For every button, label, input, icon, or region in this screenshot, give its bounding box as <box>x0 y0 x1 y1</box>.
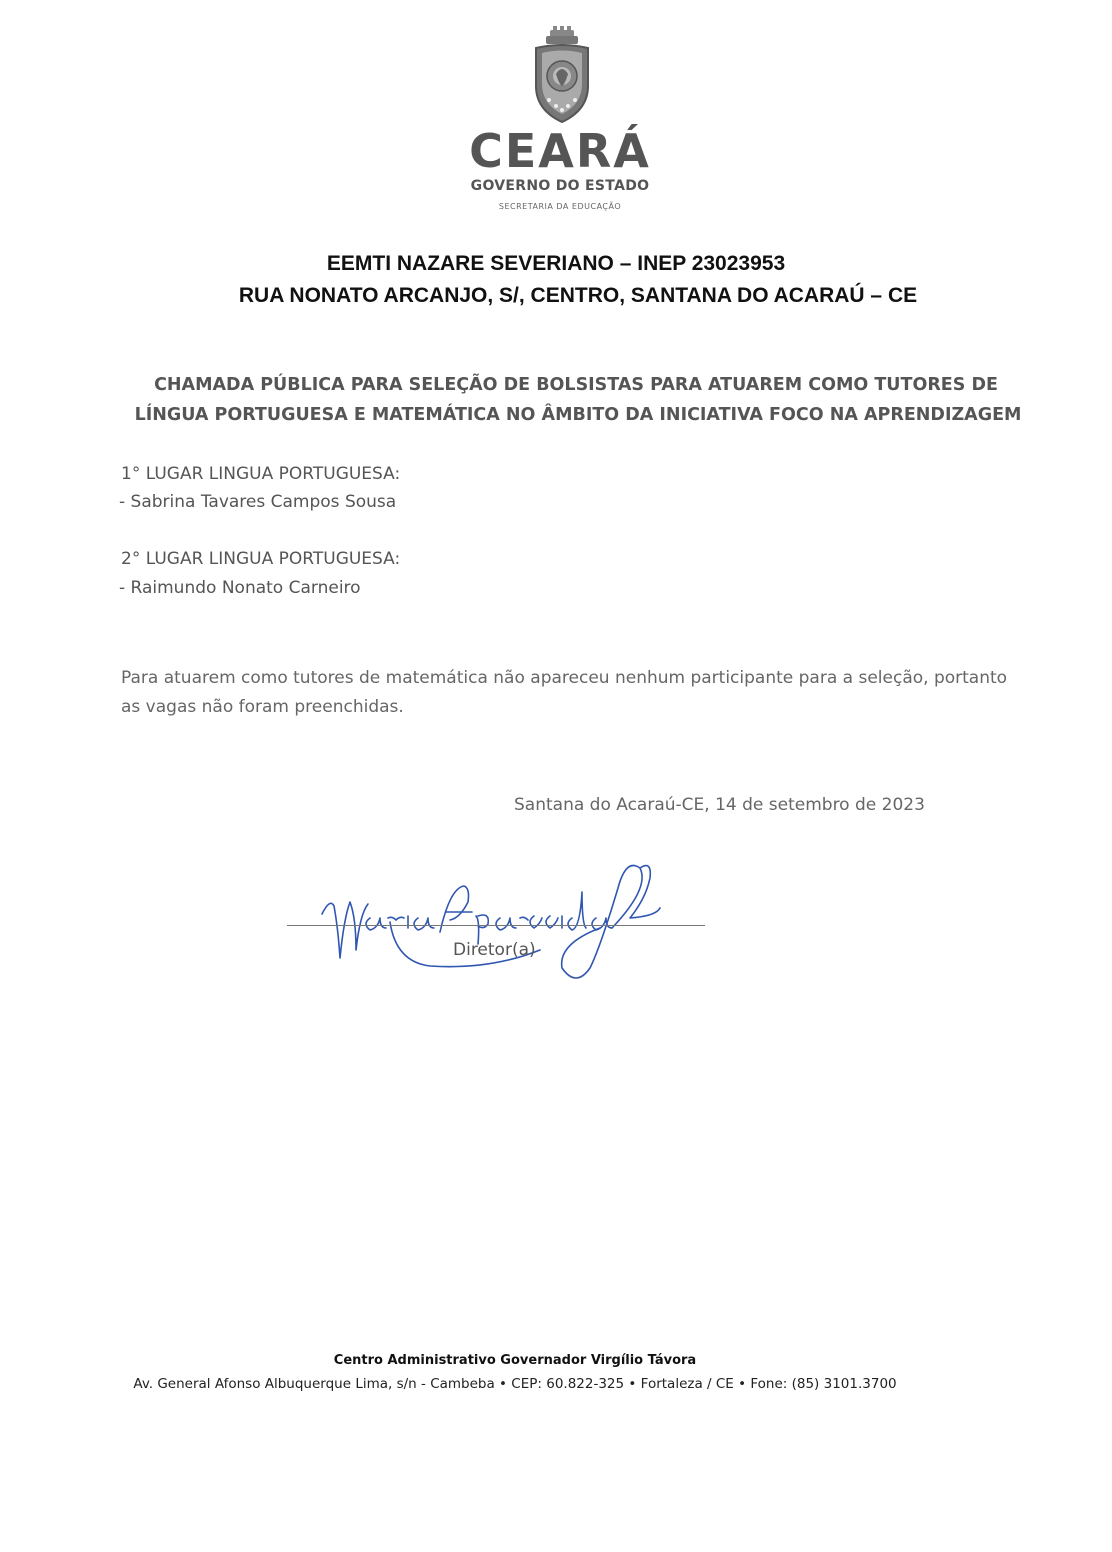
letterhead-logo <box>460 26 660 221</box>
signature-role: Diretor(a) <box>453 940 536 960</box>
math-vacancy-note: Para atuarem como tutores de matemática não apareceu nenhum participante para a seleção, portanto as vagas não foram preenchidas. <box>121 668 1008 717</box>
footer-title: Centro Administrativo Governador Virgílio Távora <box>333 1353 697 1368</box>
footer-address: Av. General Afonso Albuquerque Lima, s/n - Cambeba • CEP: 60.822-325 • Fortaleza / CE • Fone: (85) 3101.3700 <box>133 1376 897 1392</box>
school-address: RUA NONATO ARCANJO, S/, CENTRO, SANTANA DO ACARAÚ – CE <box>238 284 918 307</box>
first-place-name: - Sabrina Tavares Campos Sousa <box>119 492 397 512</box>
state-coat-of-arms-icon <box>532 26 592 124</box>
handwritten-signature <box>300 858 680 988</box>
announcement-title-line-2: LÍNGUA PORTUGUESA E MATEMÁTICA NO ÂMBITO DA INICIATIVA FOCO NA APRENDIZAGEM <box>134 405 1022 425</box>
signature-line <box>287 925 705 926</box>
announcement-title-line-1: CHAMADA PÚBLICA PARA SELEÇÃO DE BOLSISTAS PARA ATUAREM COMO TUTORES DE <box>154 375 998 395</box>
first-place-heading: 1° LUGAR LINGUA PORTUGUESA: <box>121 464 401 484</box>
second-place-heading: 2° LUGAR LINGUA PORTUGUESA: <box>121 549 401 569</box>
government-label: GOVERNO DO ESTADO <box>470 178 650 194</box>
date-line: Santana do Acaraú-CE, 14 de setembro de 2023 <box>514 795 925 815</box>
secretariat-label: SECRETARIA DA EDUCAÇÃO <box>498 202 622 211</box>
second-place-name: - Raimundo Nonato Carneiro <box>119 578 361 598</box>
school-name: EEMTI NAZARE SEVERIANO – INEP 23023953 <box>326 252 786 275</box>
brand-wordmark: CEARÁ <box>469 124 651 178</box>
